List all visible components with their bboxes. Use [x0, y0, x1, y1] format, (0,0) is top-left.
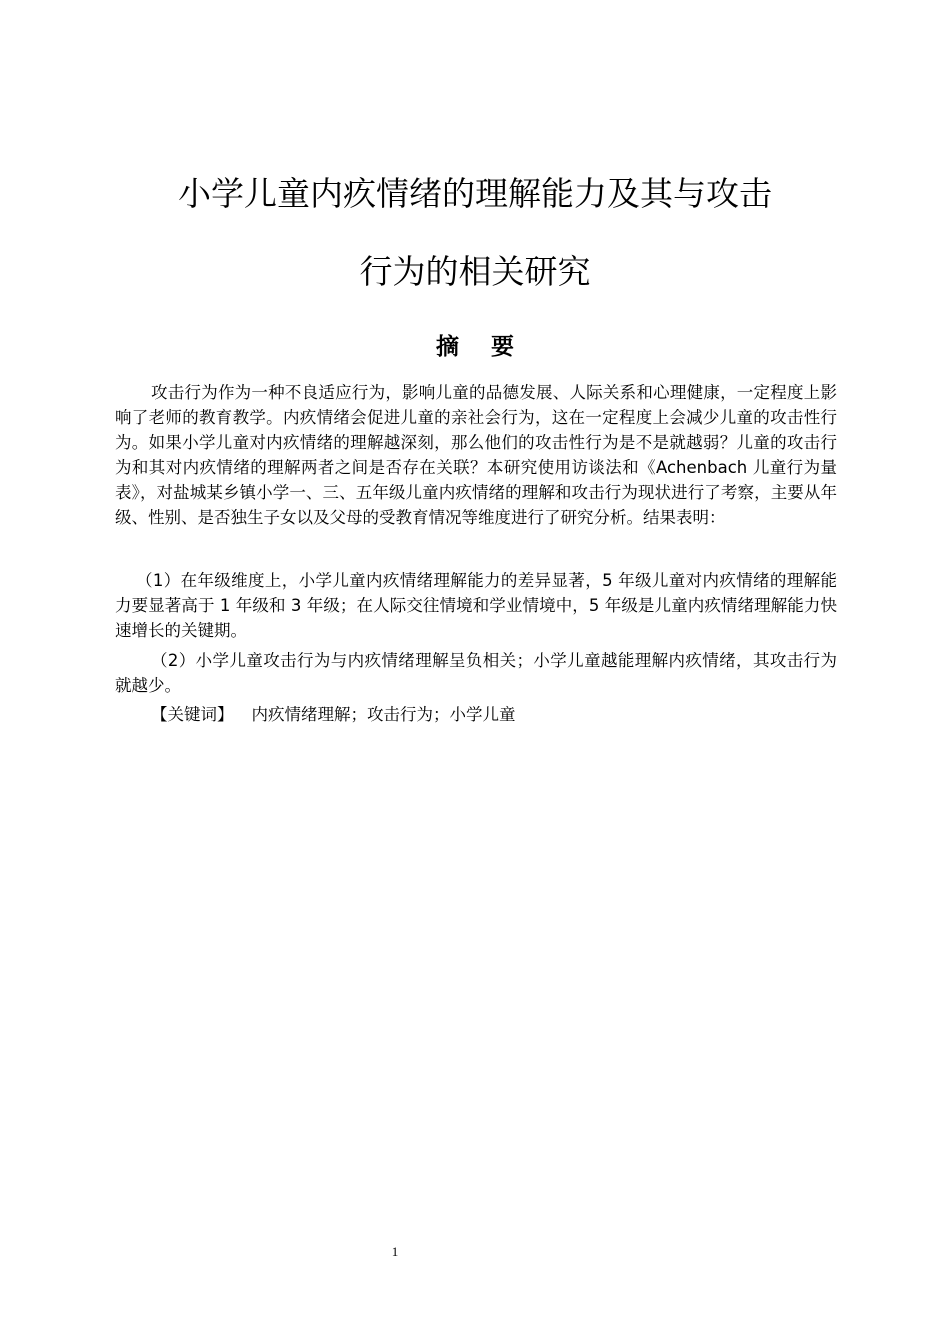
abstract-paragraph-finding-2: （2）小学儿童攻击行为与内疚情绪理解呈负相关；小学儿童越能理解内疚情绪，其攻击行为就越少。 [115, 651, 837, 695]
title-line-1: 小学儿童内疚情绪的理解能力及其与攻击 [178, 174, 772, 214]
abstract-paragraph-finding-1: （1）在年级维度上，小学儿童内疚情绪理解能力的差异显著，5 年级儿童对内疚情绪的理解能力要显著高于 1 年级和 3 年级；在人际交往情境和学业情境中，5 年级是儿童内疚情绪理解能力快速增长的关键期。 [115, 571, 837, 640]
keywords-line [151, 702, 516, 727]
keywords-label: 【关键词】 [151, 705, 234, 724]
abstract-heading: 摘 要 [435, 334, 515, 361]
abstract-paragraph-intro: 攻击行为作为一种不良适应行为，影响儿童的品德发展、人际关系和心理健康，一定程度上影响了老师的教育教学。内疚情绪会促进儿童的亲社会行为，这在一定程度上会减少儿童的攻击性行为。如果小学儿童对内疚情绪的理解越深刻，那么他们的攻击性行为是不是就越弱？儿童的攻击行为和其对内疚情绪的理解两者之间是否存在关联？本研究使用访谈法和《Achenbach 儿童行为量表》，对盐城某乡镇小学一、三、五年级儿童内疚情绪的理解和攻击行为现状进行了考察，主要从年级、性别、是否独生子女以及父母的受教育情况等维度进行了研究分析。结果表明： [115, 383, 837, 527]
title-line-2: 行为的相关研究 [359, 252, 591, 292]
keywords-value: 内疚情绪理解；攻击行为；小学儿童 [251, 705, 516, 724]
page-number: 1 [391, 1244, 399, 1259]
